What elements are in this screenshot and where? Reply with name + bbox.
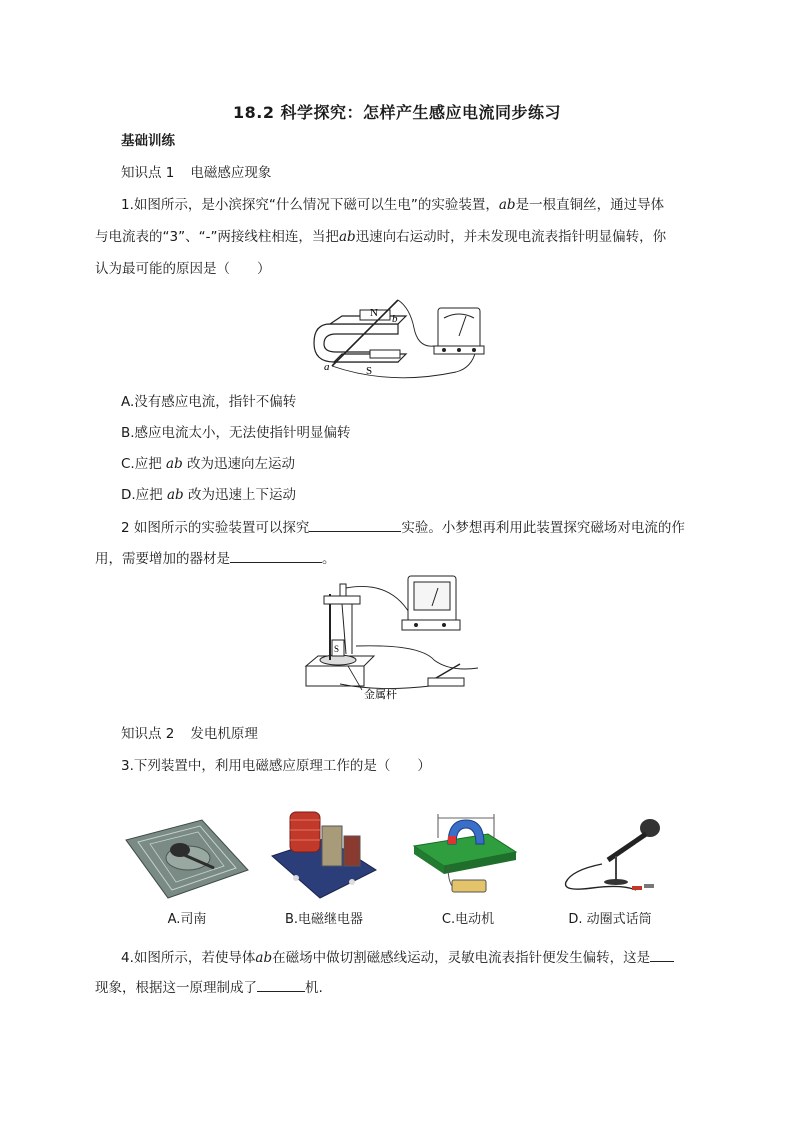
q2-text: 实验。小梦想再利用此装置探究磁场对电流的作 [401,520,685,536]
q1-var: ab [338,229,356,245]
q1-line3: 认为最可能的原因是（ ） [95,261,271,277]
q1-option-b: B.感应电流太小，无法使指针明显偏转 [121,425,351,441]
q2-apparatus-figure [300,574,495,706]
q1-option-a: A.没有感应电流，指针不偏转 [121,394,297,410]
q3-caption-a: A.司南 [167,912,207,927]
q4-text: 机. [305,980,323,996]
q1-option-d-text: 改为迅速上下运动 [187,487,296,503]
q1-option-c [121,454,295,474]
microphone-image [552,812,670,900]
q1-option-c-text: 改为迅速向左运动 [187,456,296,472]
q3-caption-b: B.电磁继电器 [284,912,364,927]
q1-option-d-text: D.应把 [121,487,163,503]
q3-caption-c: C.电动机 [441,912,495,927]
q1-line1 [121,195,664,215]
motor-image [408,800,520,908]
q1-var: ab [166,487,184,503]
q2-line2 [95,548,336,569]
q4-var: ab [255,950,273,966]
magnet-north-label: N [370,307,378,319]
q1-var: ab [498,197,516,213]
q1-option-c-text: C.应把 [121,456,162,472]
relay-image [266,800,380,906]
kp1-label: 知识点 1 [121,165,175,181]
kp2-label: 知识点 2 [121,726,175,742]
q3-caption-d: D. 动圈式话筒 [568,912,652,927]
q1-text: 是一根直铜丝，通过导体 [515,197,665,213]
conductor-a-label: a [324,361,330,373]
q4-blank-1[interactable] [650,947,674,962]
q2-text: 2 如图所示的实验装置可以探究 [121,520,310,536]
q2-blank-2[interactable] [230,548,322,563]
q4-text: 4.如图所示，若使导体 [121,950,256,966]
magnet-south-label: S [366,365,373,377]
section-heading: 基础训练 [121,133,175,149]
q2-line1 [121,517,685,538]
conductor-b-label: b [392,313,398,325]
q1-magnet-figure [310,288,490,384]
knowledge-point-1 [121,163,271,183]
compass-sinan-image [122,810,252,906]
q1-text: 与电流表的“3”、“-”两接线柱相连，当把 [95,229,339,245]
page-title: 18.2 科学探究：怎样产生感应电流同步练习 [232,103,562,122]
q4-line2 [95,977,323,998]
kp1-name: 电磁感应现象 [190,165,272,181]
q4-text: 在磁场中做切割磁感线运动，灵敏电流表指针便发生偏转，这是 [272,950,651,966]
q2-text: 。 [322,551,336,567]
kp2-name: 发电机原理 [190,726,258,742]
metal-rod-label: 金属杆 [364,689,397,701]
q4-blank-2[interactable] [257,977,305,992]
q2-text: 用，需要增加的器材是 [95,551,230,567]
q3-text: 3.下列装置中，利用电磁感应原理工作的是（ ） [121,758,431,774]
magnet-s-label: S [334,644,340,654]
q1-option-d [121,485,296,505]
knowledge-point-2 [121,724,258,744]
q2-blank-1[interactable] [309,517,401,532]
q1-text: 迅速向右运动时，并未发现电流表指针明显偏转，你 [355,229,667,245]
q1-text: 1.如图所示，是小滨探究“什么情况下磁可以生电”的实验装置， [121,197,499,213]
q4-text: 现象，根据这一原理制成了 [95,980,257,996]
q4-line1 [121,947,674,968]
q1-line2 [95,227,666,247]
q1-var: ab [166,456,183,472]
